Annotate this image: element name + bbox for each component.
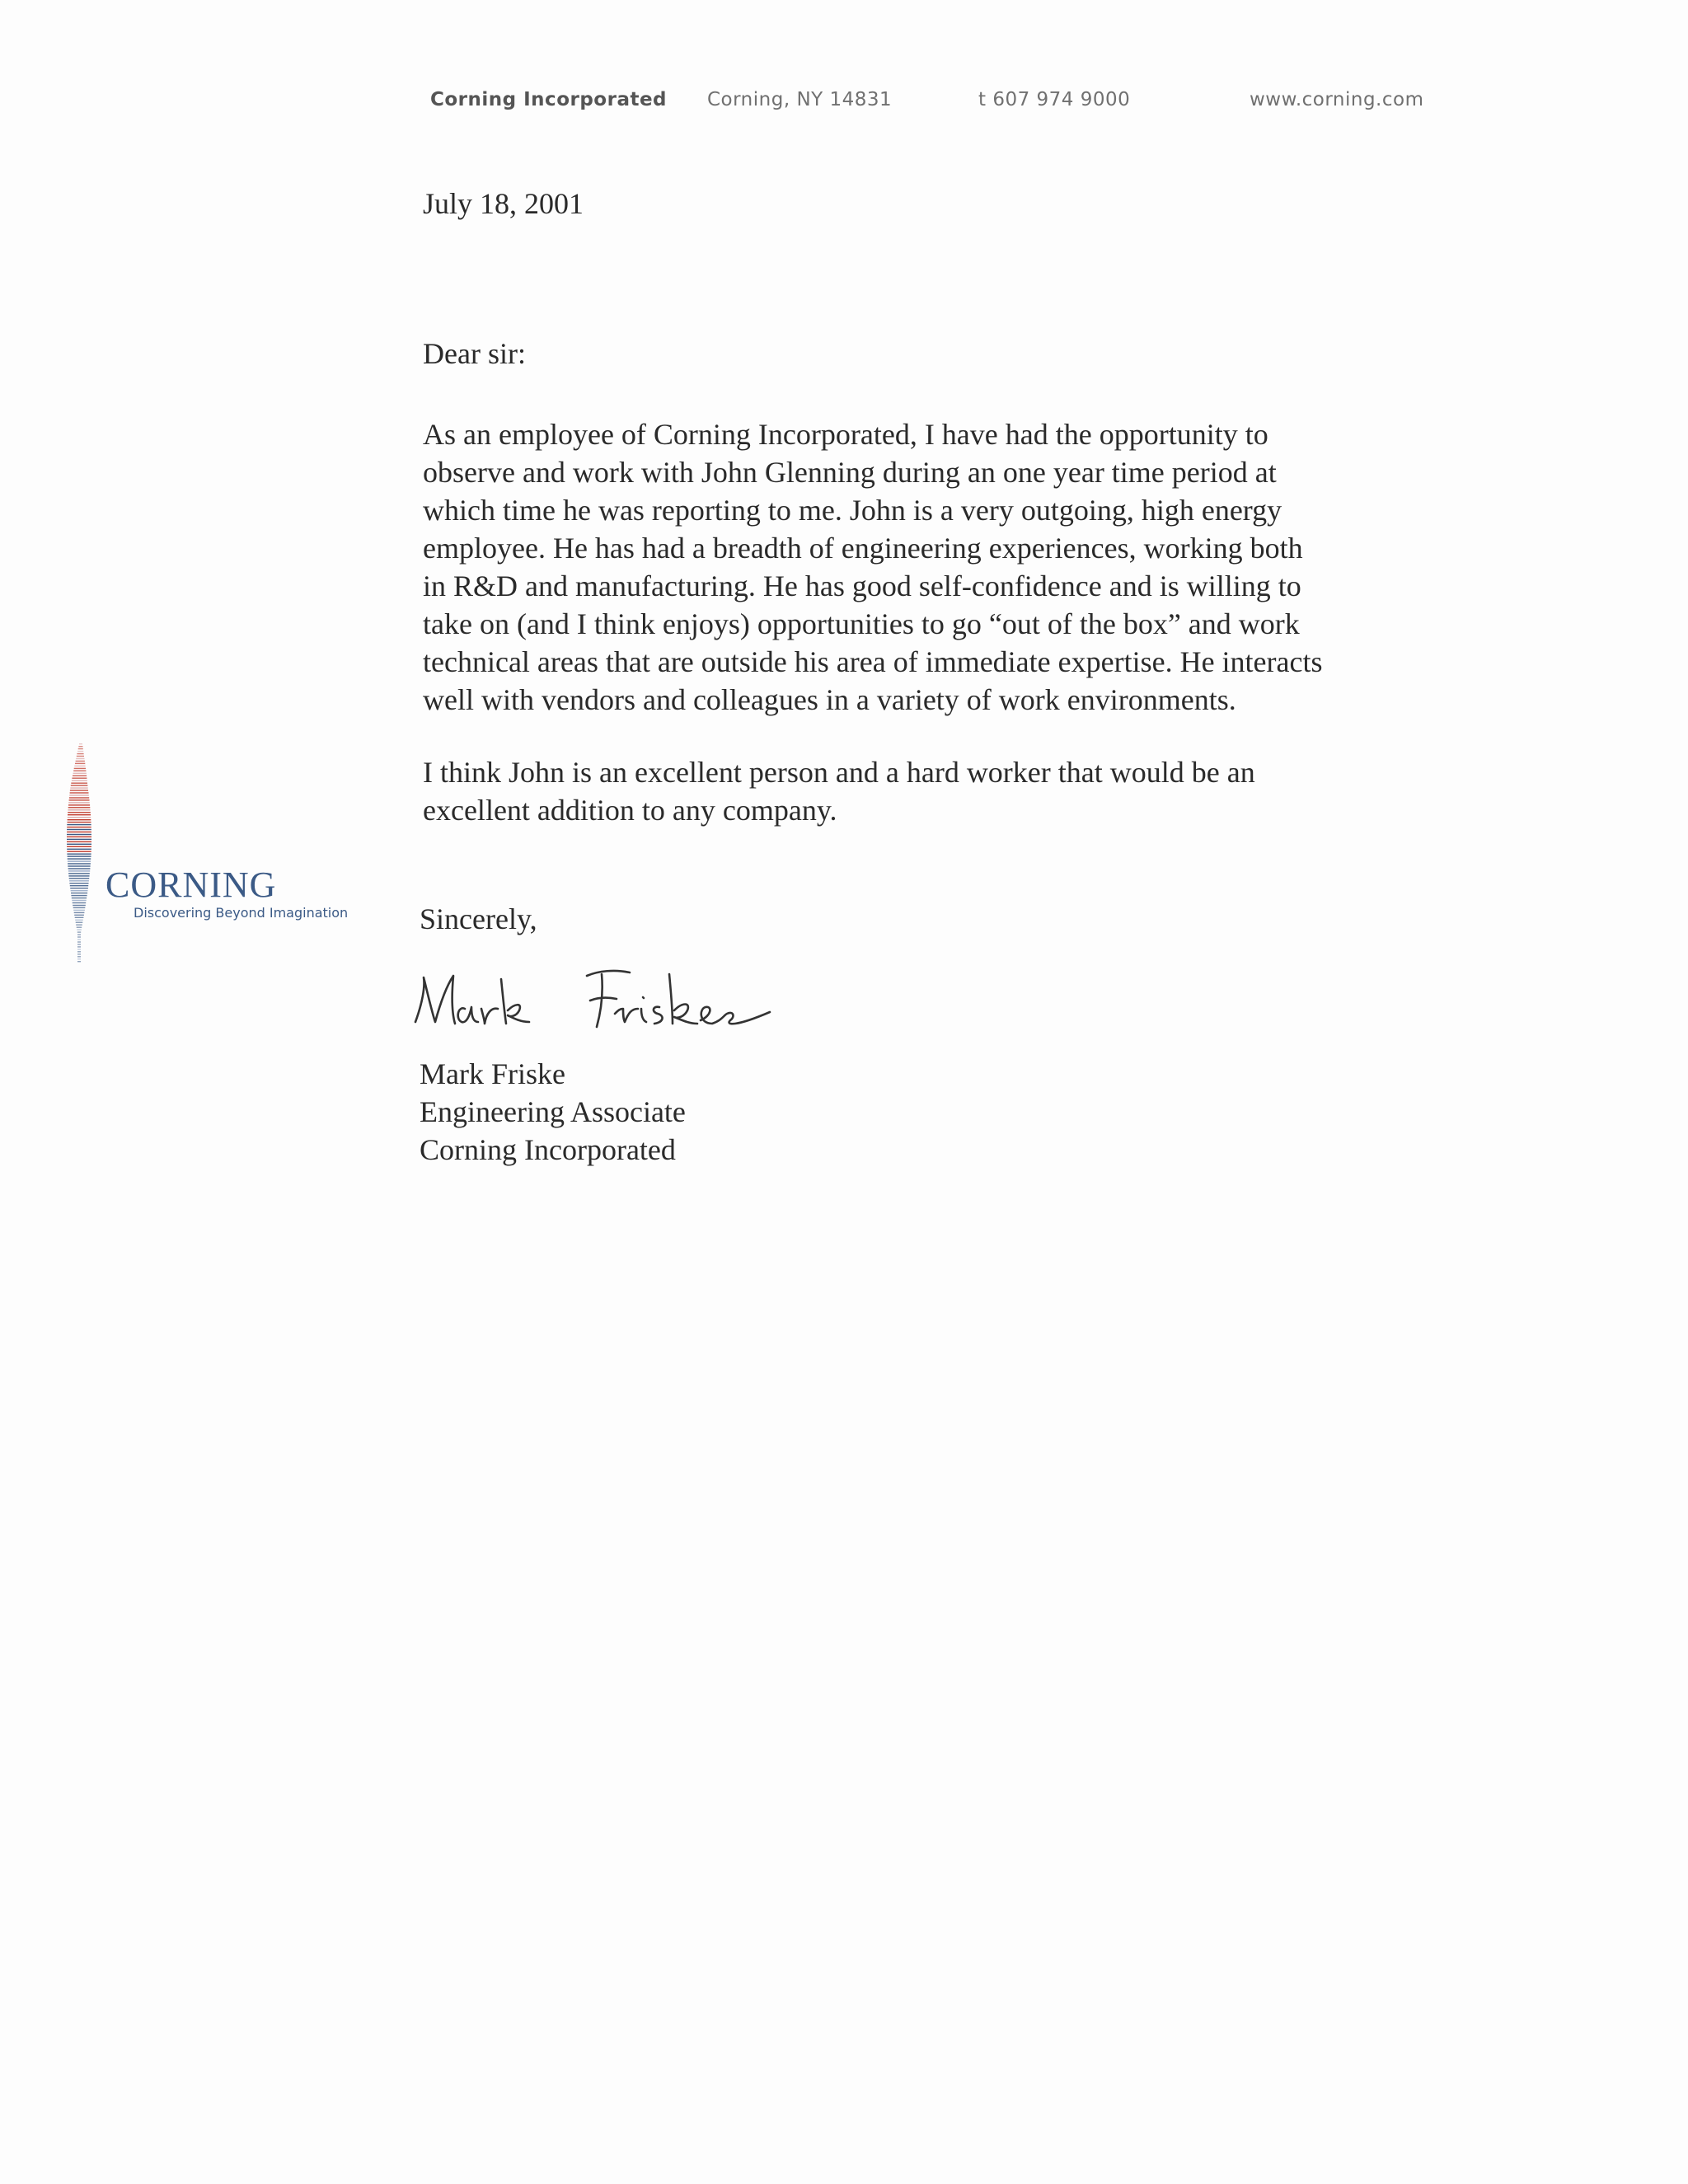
- signer-block: [420, 1055, 686, 1169]
- letter-closing: Sincerely,: [420, 902, 537, 935]
- signer-name: Mark Friske: [420, 1057, 565, 1090]
- paragraph-line: well with vendors and colleagues in a variety of work environments.: [423, 683, 1236, 716]
- paragraph-line: employee. He has had a breadth of engineering experiences, working both: [423, 532, 1303, 565]
- corning-logo-icon: [64, 742, 94, 964]
- logo-wordmark: CORNING: [106, 865, 277, 905]
- paragraph-line: take on (and I think enjoys) opportunities to go “out of the box” and work: [423, 607, 1300, 640]
- letterhead-phone: t 607 974 9000: [978, 89, 1131, 110]
- handwritten-signature: [407, 954, 778, 1041]
- paragraph-line: observe and work with John Glenning during an one year time period at: [423, 456, 1277, 489]
- paragraph-line: I think John is an excellent person and a hard worker that would be an: [423, 756, 1255, 789]
- paragraph-line: in R&D and manufacturing. He has good self-confidence and is willing to: [423, 569, 1301, 602]
- letter-paragraph-2: [423, 753, 1255, 829]
- signer-company: Corning Incorporated: [420, 1133, 676, 1166]
- letterhead-website: www.corning.com: [1250, 89, 1424, 110]
- paragraph-line: technical areas that are outside his area of immediate expertise. He interacts: [423, 645, 1323, 678]
- logo-tagline: Discovering Beyond Imagination: [134, 905, 349, 921]
- letter-salutation: Dear sir:: [423, 337, 526, 370]
- paragraph-line: which time he was reporting to me. John is a very outgoing, high energy: [423, 494, 1282, 527]
- signer-title: Engineering Associate: [420, 1095, 686, 1128]
- letterhead-address: Corning, NY 14831: [707, 89, 893, 110]
- paragraph-line: As an employee of Corning Incorporated, I have had the opportunity to: [423, 418, 1268, 451]
- letter-paragraph-1: [423, 415, 1323, 719]
- letterhead-company: Corning Incorporated: [430, 89, 668, 110]
- letter-date: July 18, 2001: [423, 187, 584, 220]
- paragraph-line: excellent addition to any company.: [423, 794, 837, 827]
